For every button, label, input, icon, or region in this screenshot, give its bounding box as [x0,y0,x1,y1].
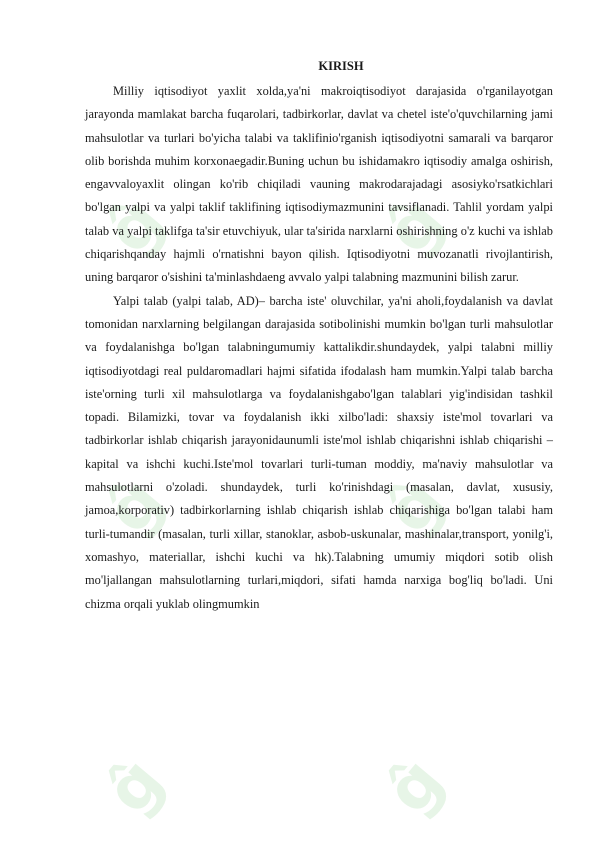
watermark-logo: ĝ [92,743,180,828]
document-title: KIRISH [318,59,364,73]
watermark-logo: ĝ [92,183,180,268]
watermark-logo: ĝ [92,463,180,548]
watermark-logo: ĝ [372,183,460,268]
paragraph-2: Yalpi talab (yalpi talab, AD)– barcha iste' oluvchilar, ya'ni aholi,foydalanish va davlat tomonidan narxlarning belgilangan darajasida sotibolinishi mumkin bo'lgan turli mahsulotlar va foydalanishga bo'lgan talabningumumiy kattalikdir.shundaydek, yalpi talabni milliy iqtisodiyotdagi real puldaromadlari hajmi sifatida ifodalash ham mumkin.Yalpi talab barcha iste'orning turli xil mahsulotlarga va foydalanishgabo'lgan talablari yig'indisidan tashkil topadi. Bilamizki, tovar va foydalanish ikki xilbo'ladi: shaxsiy iste'mol tovarlari va tadbirkorlar ishlab chiqarish jarayonidaunumli iste'mol ishlab chiqarishni ishlab chiqarishi – kapital va ishchi kuchi.Iste'mol tovarlari turli-tuman moddiy, ma'naviy mahsulotlar va mahsulotlarni o'zoladi. shundaydek, turli ko'rinishdagi (masalan, davlat, xususiy, jamoa,korporativ) tadbirkorlarning ishlab chiqarish ishlab chiqarishiga bo'lgan talabi ham turli-tumandir (masalan, turli xillar, stanoklar, asbob-uskunalar, mashinalar,transport, yonilg'i, xomashyo, materiallar, ishchi kuchi va hk).Talabning umumiy miqdori sotib olish mo'ljallangan mahsulotlarning turlari,miqdori, sifati hamda narxiga bog'liq bo'ladi. Uni chizma orqali yuklab olingmumkin [85,293,553,611]
document-page [85,56,553,616]
watermark-logo: ĝ [372,463,460,548]
paragraph-1: Milliy iqtisodiyot yaxlit xolda,ya'ni makroiqtisodiyot darajasida o'rganilayotgan jarayonda mamlakat barcha fuqarolari, tadbirkorlar, davlat va chetel iste'o'quvchilarning jami mahsulotlar va turlari bo'yicha talabi va taklifinio'rganish iqtisodiyotni samarali va barqaror olib borishda muhim korxonaegadir.Buning uchun bu ishidamakro iqtisodiy amalga oshirish, engavvaloyaxlit olingan ko'rib chiqiladi vauning makrodarajadagi asosiyko'rsatkichlari bo'lgan yalpi va yalpi taklif taklifining iqtisodiymazmunini tavsiflanadi. Tahlil yordam yalpi talab va yalpi taklifga ta'sir etuvchiyuk, ular ta'sirida narxlarni oshirishning o'z kuchi va ishlab chiqarishqanday hajmli o'rnatishni bayon qilish. Iqtisodiyotni muvozanatli rivojlantirish, uning barqaror o'sishini ta'minlashdaeng avvalo yalpi talabning mazmunini bilish zarur. [85,84,553,285]
watermark-logo: ĝ [372,743,460,828]
